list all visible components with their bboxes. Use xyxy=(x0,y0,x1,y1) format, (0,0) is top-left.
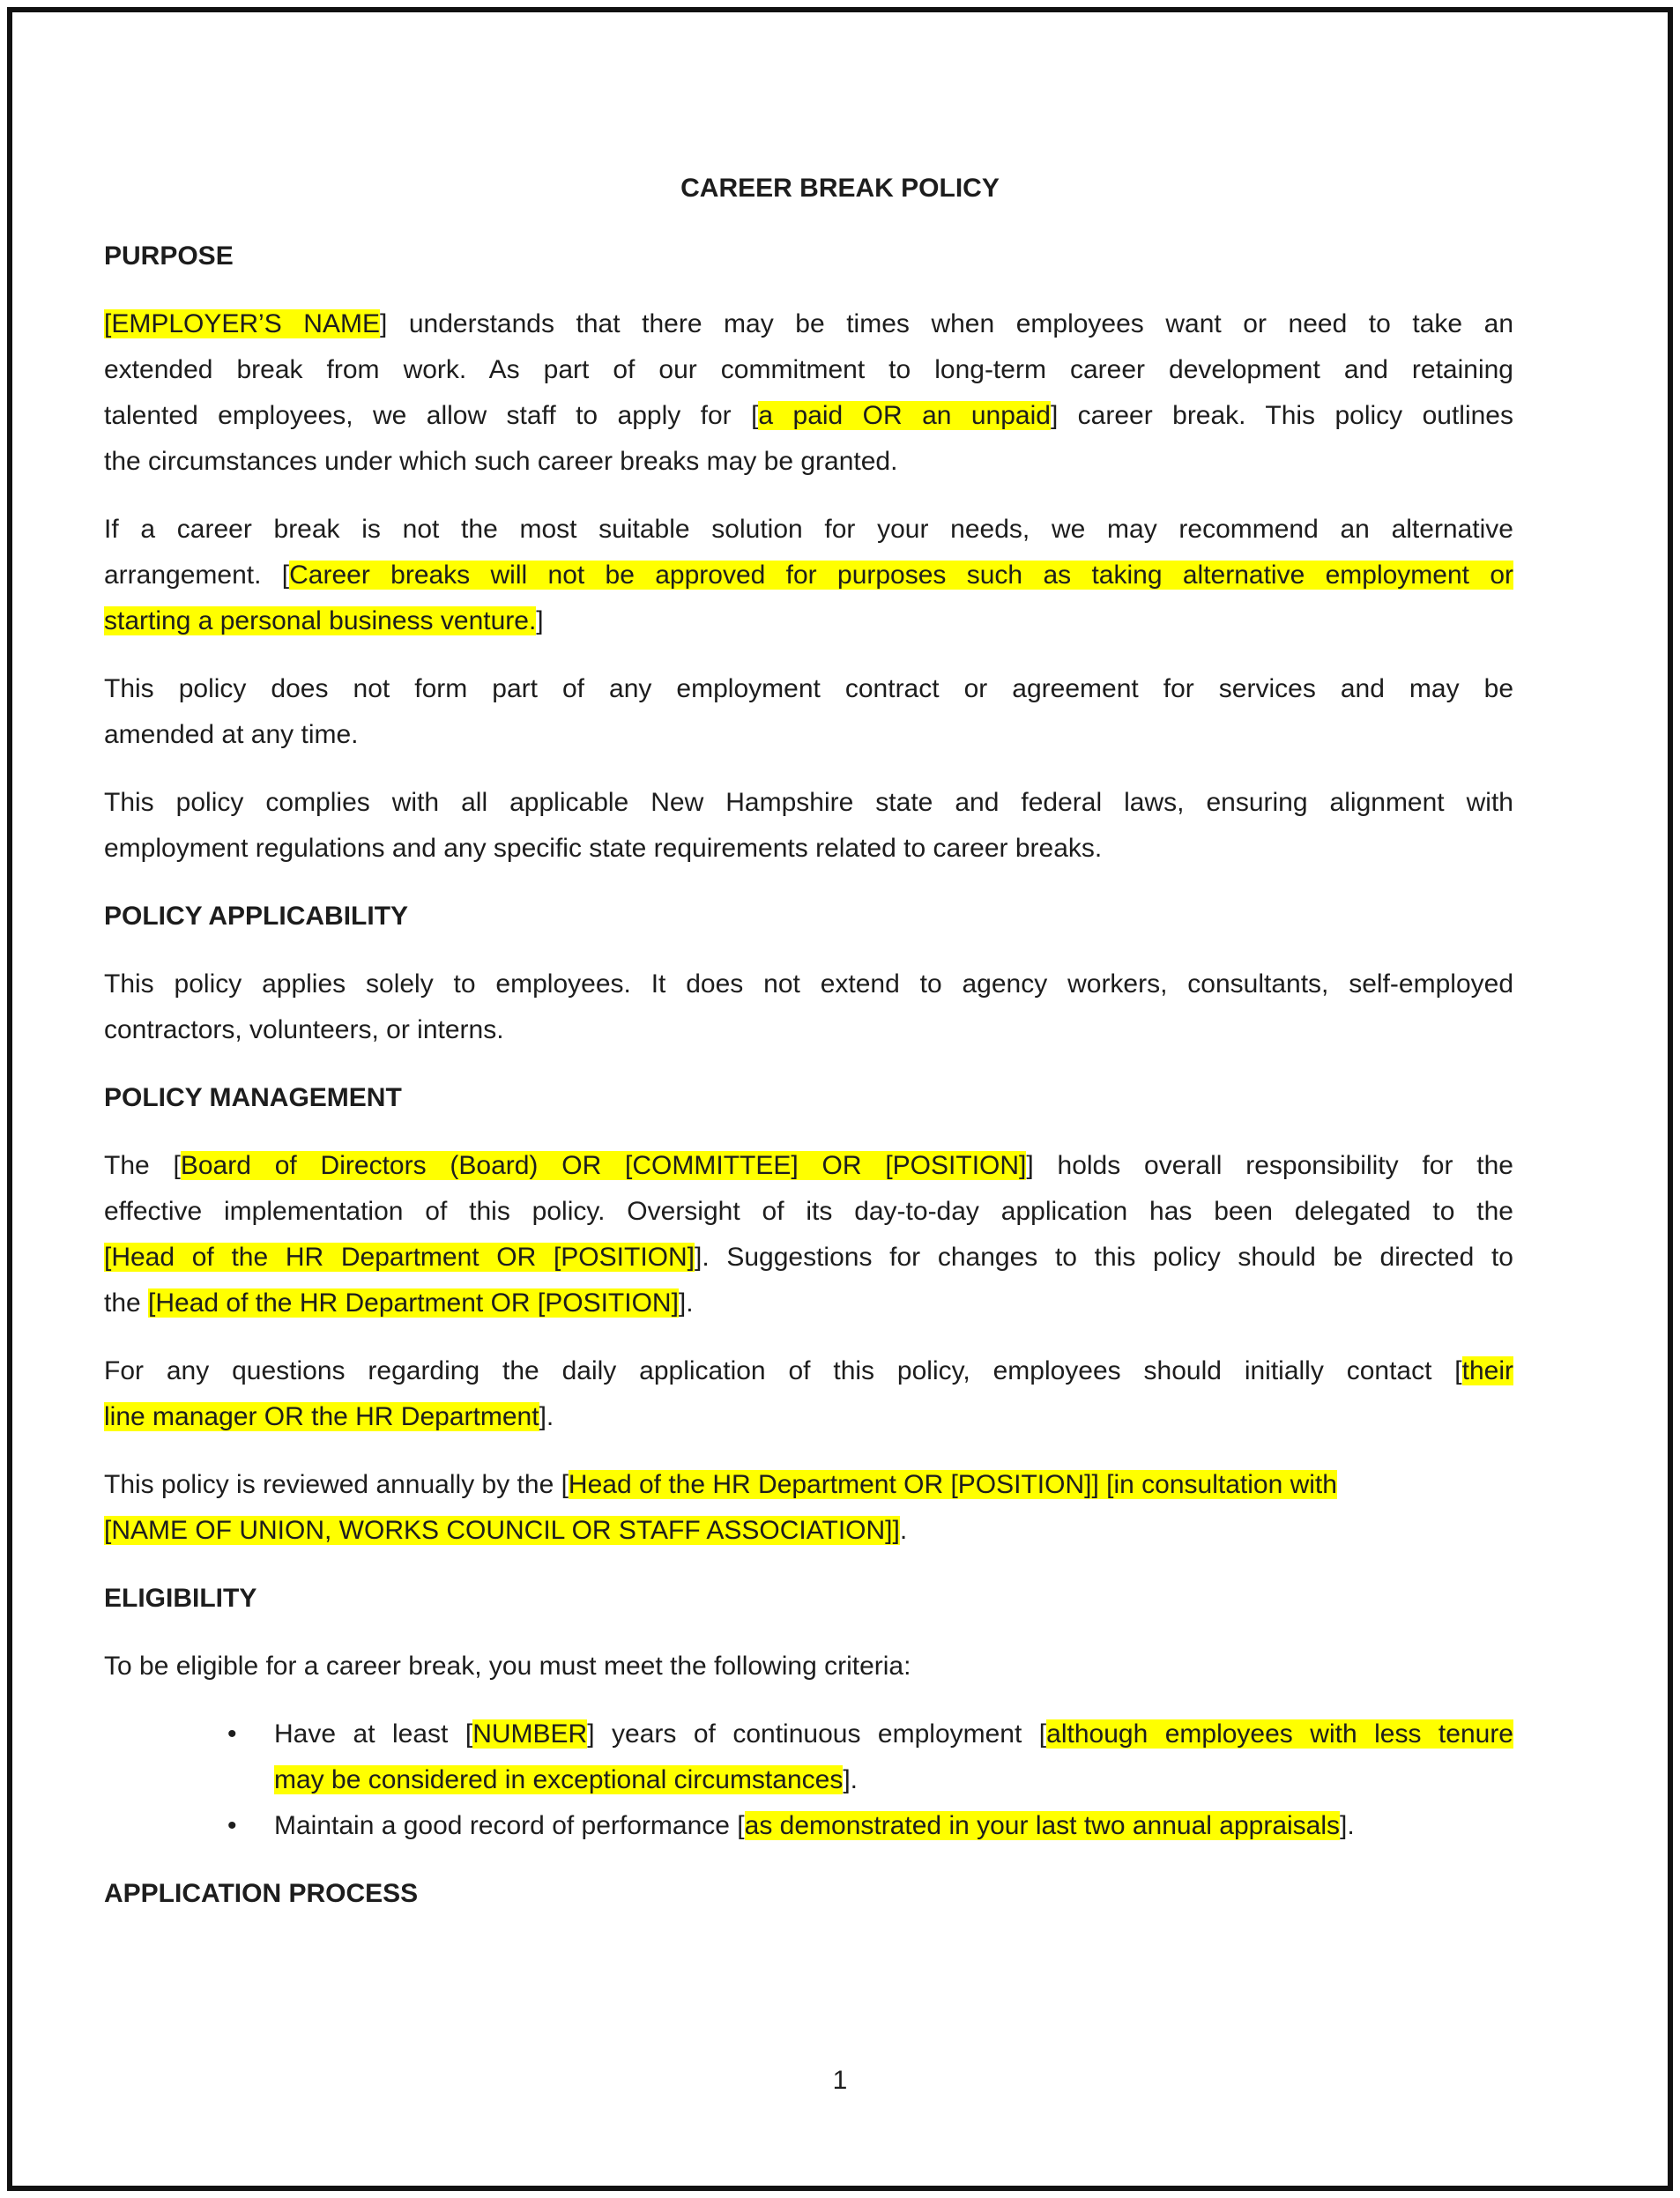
text-run: the xyxy=(104,1288,149,1318)
text-run: The [ xyxy=(104,1151,181,1180)
eligibility-bullet-list xyxy=(104,1712,1513,1849)
list-item-line xyxy=(104,1712,1513,1757)
text-run: ] understands that there may be times when employees want or need to take an xyxy=(379,309,1514,338)
text-line xyxy=(104,1143,1513,1189)
text-run: ] years of continuous employment [ xyxy=(587,1719,1047,1749)
highlight-run: NUMBER xyxy=(472,1719,588,1749)
text-line xyxy=(104,1189,1513,1235)
text-run: ]. xyxy=(539,1402,554,1431)
page-number-text: 1 xyxy=(832,2066,848,2095)
section-heading-management xyxy=(104,1075,1513,1121)
text-line xyxy=(104,1644,1513,1689)
paragraph-purpose-4 xyxy=(104,780,1513,872)
section-heading-applicability xyxy=(104,894,1513,939)
text-run: ] career break. This policy outlines xyxy=(1050,401,1513,430)
text-line xyxy=(104,1348,1513,1394)
text-run: Maintain a good record of performance [ xyxy=(274,1811,745,1840)
highlight-run: [Head of the HR Department OR [POSITION] xyxy=(104,1243,695,1272)
highlight-run: Career breaks will not be approved for purposes such as taking alternative employment or xyxy=(289,561,1514,590)
text-line xyxy=(104,553,1513,598)
section-heading-application-process xyxy=(104,1871,1513,1917)
text-run: ] xyxy=(536,606,544,635)
text-line xyxy=(104,439,1513,485)
heading-text: ELIGIBILITY xyxy=(104,1584,257,1613)
highlight-run: their xyxy=(1461,1356,1513,1385)
text-run: talented employees, we allow staff to apply for [ xyxy=(104,401,759,430)
bullet-icon: • xyxy=(227,1811,237,1840)
text-run: This policy complies with all applicable New Hampshire state and federal laws, ensuring alignment with xyxy=(104,788,1513,817)
list-item-line xyxy=(104,1803,1513,1849)
paragraph-management-2 xyxy=(104,1348,1513,1440)
section-heading-purpose xyxy=(104,234,1513,279)
text-line xyxy=(104,1508,1513,1554)
text-line xyxy=(104,780,1513,826)
document-title-text: CAREER BREAK POLICY xyxy=(680,174,1000,203)
text-line xyxy=(104,1394,1513,1440)
text-line xyxy=(104,393,1513,439)
paragraph-purpose-3 xyxy=(104,666,1513,758)
text-line xyxy=(104,1007,1513,1053)
page-number xyxy=(0,2058,1680,2104)
text-run: arrangement. [ xyxy=(104,561,290,590)
highlight-run: [NAME OF UNION, WORKS COUNCIL OR STAFF ASSOCIATION]] xyxy=(104,1516,900,1545)
heading-text: POLICY APPLICABILITY xyxy=(104,902,409,931)
section-heading-eligibility xyxy=(104,1576,1513,1622)
text-run: This policy applies solely to employees. It does not extend to agency workers, consultants, self-employed xyxy=(104,969,1513,999)
text-run: ]. xyxy=(678,1288,694,1318)
text-line xyxy=(104,1281,1513,1326)
paragraph-management-3 xyxy=(104,1462,1513,1554)
text-run: For any questions regarding the daily application of this policy, employees should initially contact [ xyxy=(104,1356,1462,1385)
text-run: This policy is reviewed annually by the [ xyxy=(104,1470,569,1499)
highlight-run: starting a personal business venture. xyxy=(104,606,537,635)
text-run: ]. xyxy=(843,1765,858,1794)
text-line xyxy=(104,1462,1513,1508)
highlight-run: a paid OR an unpaid xyxy=(758,401,1051,430)
text-run: ]. xyxy=(1340,1811,1355,1840)
text-line xyxy=(104,347,1513,393)
text-line xyxy=(104,1235,1513,1281)
bullet-icon: • xyxy=(227,1719,237,1749)
text-line xyxy=(104,598,1513,644)
text-run: amended at any time. xyxy=(104,720,359,749)
highlight-run: [EMPLOYER’S NAME xyxy=(104,309,380,338)
text-run: Have at least [ xyxy=(274,1719,473,1749)
paragraph-applicability-1 xyxy=(104,962,1513,1053)
text-run: employment regulations and any specific state requirements related to career breaks. xyxy=(104,834,1103,863)
heading-text: PURPOSE xyxy=(104,241,234,271)
text-line xyxy=(104,826,1513,872)
highlight-run: may be considered in exceptional circumstances xyxy=(274,1765,844,1794)
text-run: . xyxy=(899,1516,908,1545)
paragraph-purpose-1 xyxy=(104,301,1513,485)
text-run: This policy does not form part of any employment contract or agreement for services and may be xyxy=(104,674,1513,703)
text-run: effective implementation of this policy. Oversight of its day-to-day application has been delegated to the xyxy=(104,1197,1513,1226)
text-run: contractors, volunteers, or interns. xyxy=(104,1015,504,1044)
list-item-line xyxy=(104,1757,1513,1803)
document-title xyxy=(104,166,1576,212)
text-line xyxy=(104,507,1513,553)
highlight-run: [Head of the HR Department OR [POSITION] xyxy=(148,1288,679,1318)
heading-text: APPLICATION PROCESS xyxy=(104,1879,419,1908)
text-run: If a career break is not the most suitable solution for your needs, we may recommend an alternative xyxy=(104,515,1513,544)
text-line xyxy=(104,666,1513,712)
highlight-run: as demonstrated in your last two annual appraisals xyxy=(744,1811,1341,1840)
heading-text: POLICY MANAGEMENT xyxy=(104,1083,402,1112)
text-run: To be eligible for a career break, you must meet the following criteria: xyxy=(104,1652,911,1681)
text-line xyxy=(104,712,1513,758)
paragraph-purpose-2 xyxy=(104,507,1513,644)
highlight-run: Head of the HR Department OR [POSITION]] [in consultation with xyxy=(568,1470,1337,1499)
text-line xyxy=(104,301,1513,347)
highlight-run: line manager OR the HR Department xyxy=(104,1402,539,1431)
text-line xyxy=(104,962,1513,1007)
paragraph-management-1 xyxy=(104,1143,1513,1326)
highlight-run: Board of Directors (Board) OR [COMMITTEE] OR [POSITION] xyxy=(180,1151,1027,1180)
paragraph-eligibility-intro xyxy=(104,1644,1513,1689)
text-run: ] holds overall responsibility for the xyxy=(1026,1151,1513,1180)
text-run: the circumstances under which such career breaks may be granted. xyxy=(104,447,898,476)
text-run: ]. Suggestions for changes to this policy should be directed to xyxy=(694,1243,1513,1272)
text-run: extended break from work. As part of our commitment to long-term career development and retaining xyxy=(104,355,1513,384)
highlight-run: although employees with less tenure xyxy=(1046,1719,1513,1749)
